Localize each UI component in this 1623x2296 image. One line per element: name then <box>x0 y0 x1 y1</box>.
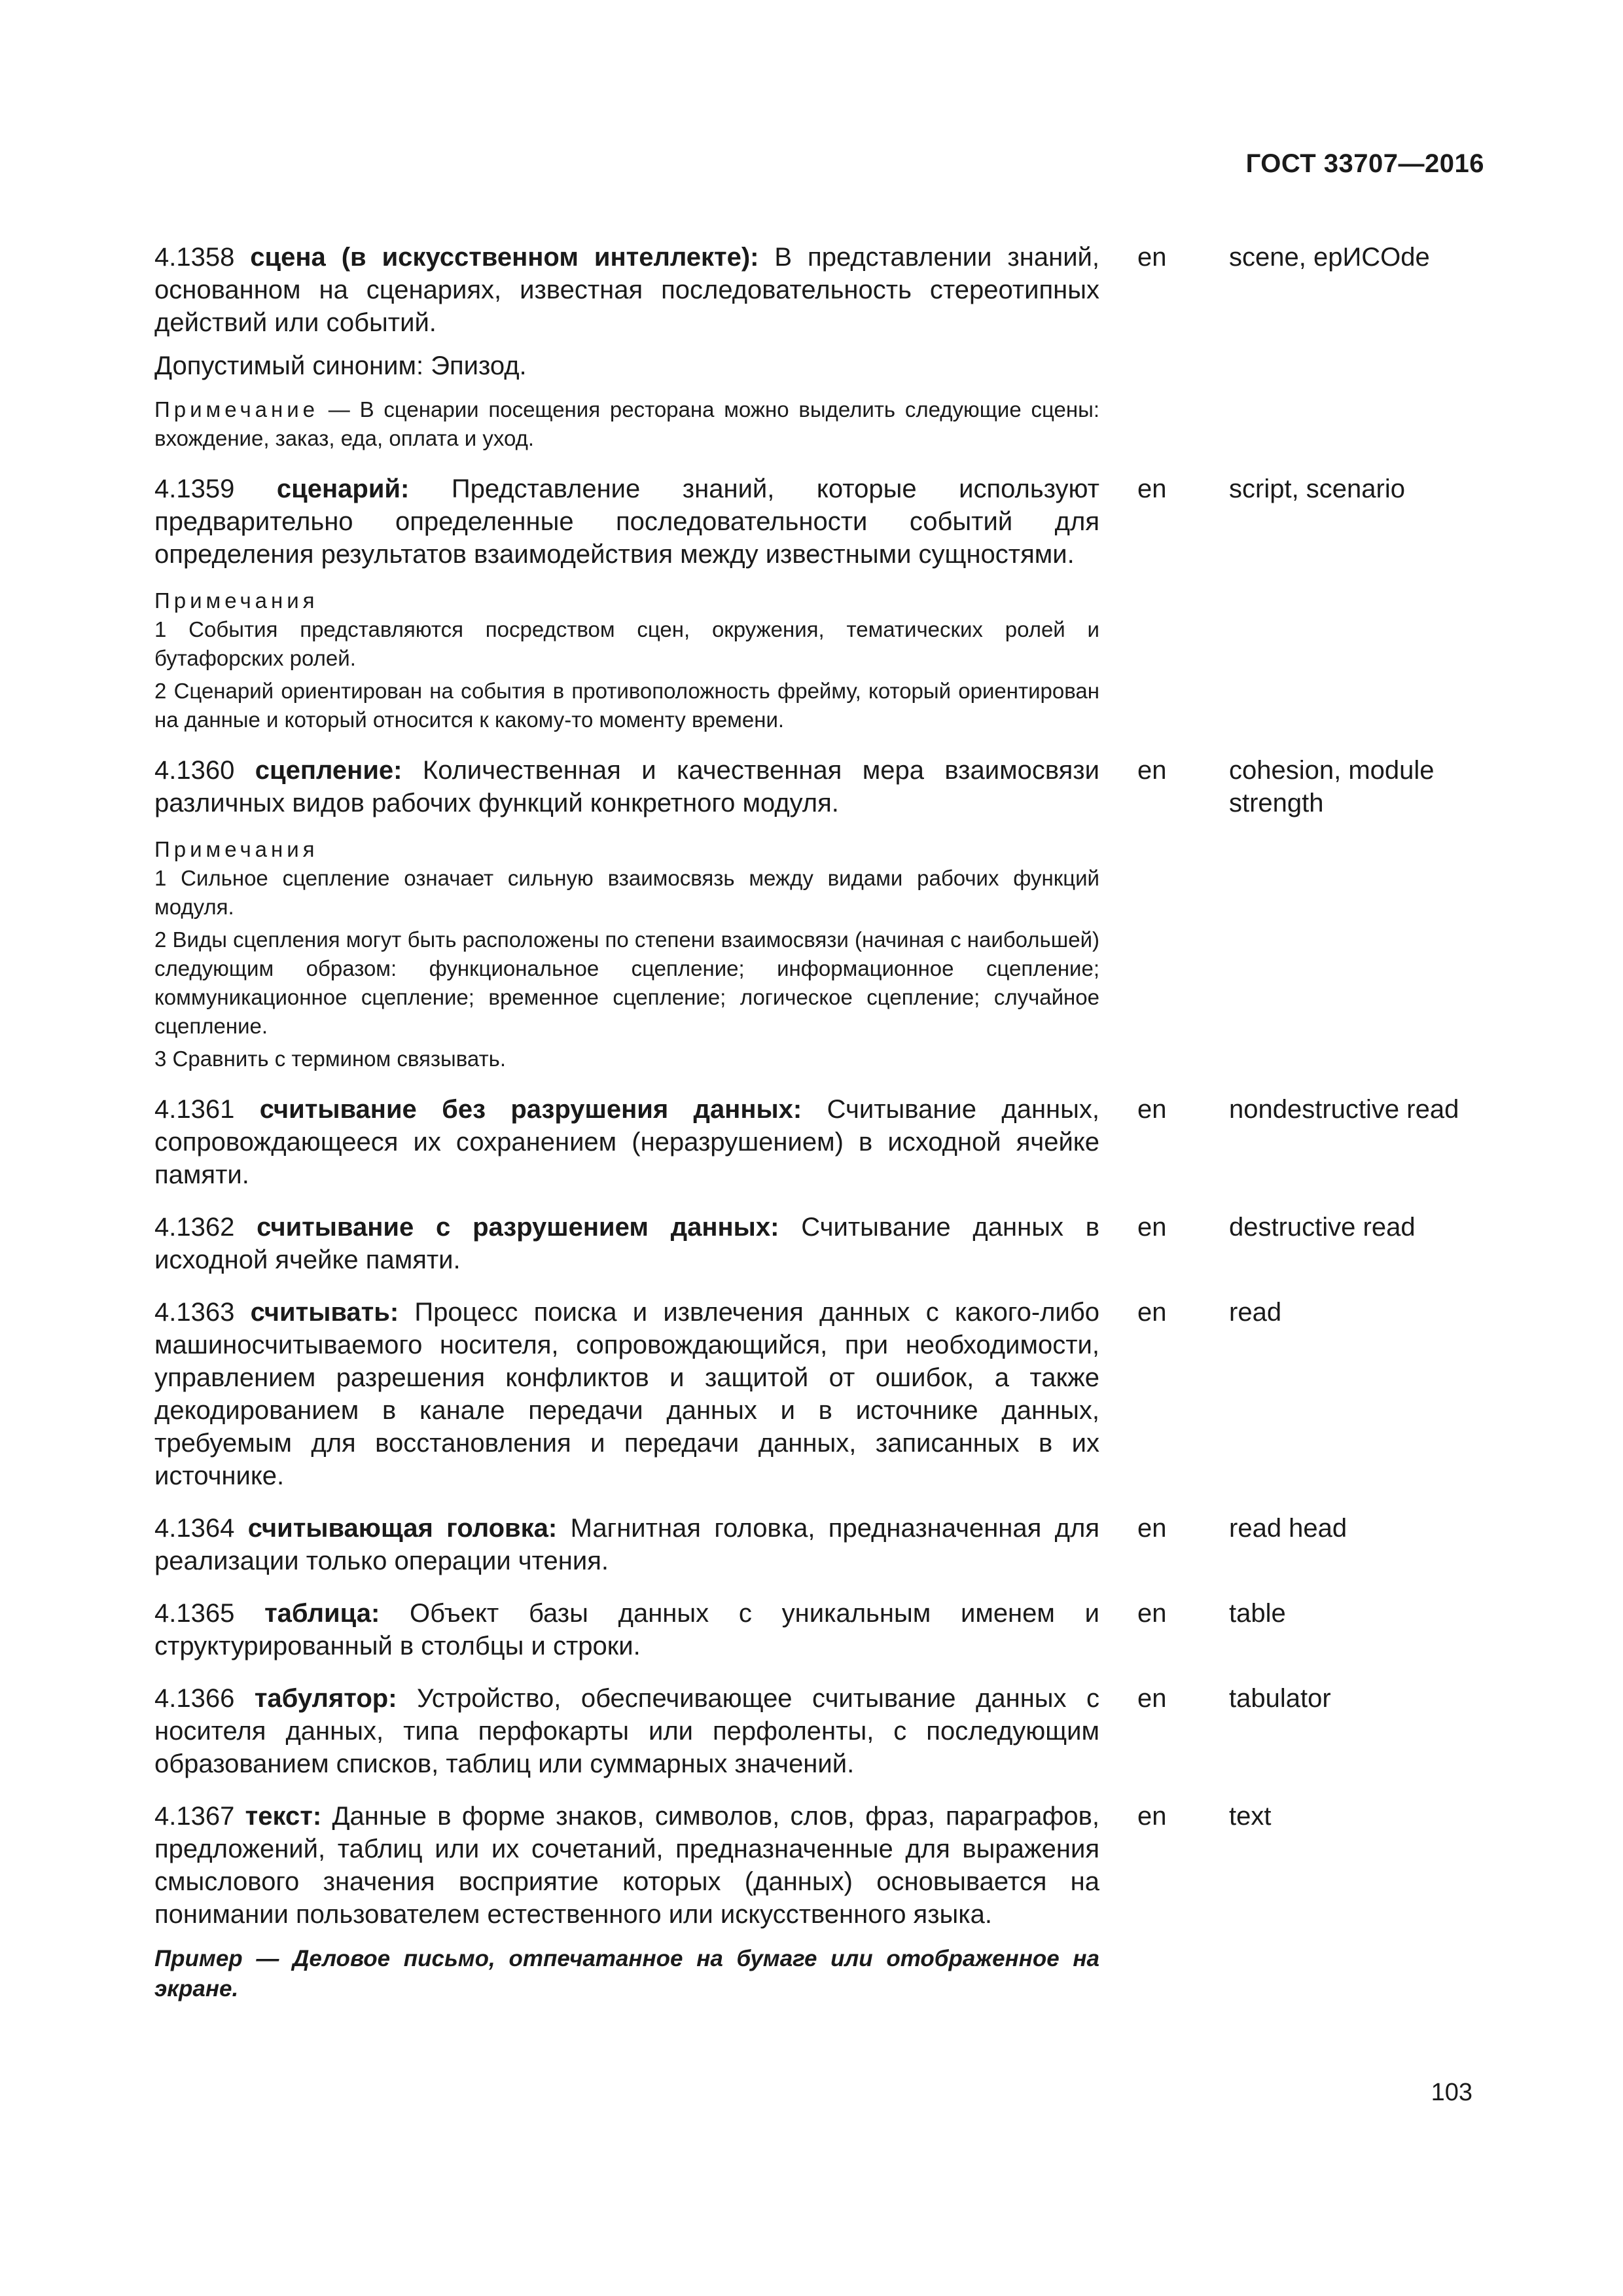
english-equivalent: text <box>1229 1802 1272 1831</box>
language-code: en <box>1137 1684 1167 1713</box>
document-header: ГОСТ 33707—2016 <box>1245 149 1484 178</box>
note-text: — В сценарии посещения ресторана можно выделить следующие сцены: вхождение, заказ, еда, оплата и уход. <box>154 397 1099 450</box>
english-equivalent: cohesion, module strength <box>1229 756 1435 817</box>
entry-number: 4.1361 <box>154 1095 235 1124</box>
note-label: Примечание <box>154 397 319 422</box>
entry-definition: Считывание данных, сопровождающееся их сохранением (неразрушением) в исходной ячейке памяти. <box>154 1095 1099 1189</box>
english-equivalent: nondestructive read <box>1229 1095 1459 1124</box>
entry-note: 2 Виды сцепления могут быть расположены по степени взаимосвязи (начиная с наибольшей) следующим образом: функциональное сцепление; информационное сцепление; коммуникационное сцепление; временное сцепление; логическое сцепление; случайное сцепление. <box>154 927 1099 1038</box>
language-code: en <box>1137 1298 1167 1327</box>
entry-term: считывающая головка: <box>247 1514 558 1543</box>
entry-synonym: Допустимый синоним: Эпизод. <box>154 351 527 380</box>
entry-definition: Устройство, обеспечивающее считывание данных с носителя данных, типа перфокарты или перфоленты, с последующим образованием списков, таблиц или суммарных значений. <box>154 1684 1099 1778</box>
glossary-entry-4-1359 <box>154 473 1484 734</box>
entry-term: считывание без разрушения данных: <box>259 1095 802 1124</box>
entry-note: 1 События представляются посредством сцен, окружения, тематических ролей и бутафорских ролей. <box>154 617 1099 670</box>
definition-block <box>154 754 1099 1073</box>
glossary-entry-4-1366 <box>154 1682 1484 1780</box>
glossary-entry-4-1360 <box>154 754 1484 1073</box>
entry-definition: Данные в форме знаков, символов, слов, фраз, параграфов, предложений, таблиц или их сочетаний, предназначенные для выражения смыслового значения восприятие которых (данных) основывается на понимании пользователем естественного или искусственного языка. <box>154 1802 1099 1929</box>
entry-definition: Представление знаний, которые используют предварительно определенные последовательности событий для определения результатов взаимодействия между известными сущностями. <box>154 475 1099 569</box>
entry-note: 2 Сценарий ориентирован на события в противоположность фрейму, который ориентирован на данные и который относится к какому-то моменту времени. <box>154 679 1099 732</box>
entry-term: сцепление: <box>255 756 402 785</box>
entry-definition: Количественная и качественная мера взаимосвязи различных видов рабочих функций конкретного модуля. <box>154 756 1099 817</box>
entry-term: считывание с разрушением данных: <box>257 1213 779 1242</box>
entry-definition: Магнитная головка, предназначенная для реализации только операции чтения. <box>154 1514 1099 1575</box>
entry-definition: Процесс поиска и извлечения данных с какого-либо машиносчитываемого носителя, сопровождающийся, при необходимости, управлением разрешения конфликтов и защитой от ошибок, а также декодированием в канале передачи данных и в источнике данных, требуемым для восстановления и передачи данных, записанных в их источнике. <box>154 1298 1099 1490</box>
entry-note: 3 Сравнить с термином связывать. <box>154 1047 507 1071</box>
entry-term: считывать: <box>250 1298 399 1327</box>
entry-number: 4.1359 <box>154 475 235 503</box>
glossary-entry-4-1363 <box>154 1296 1484 1492</box>
entry-note: 1 Сильное сцепление означает сильную взаимосвязь между видами рабочих функций модуля. <box>154 866 1099 919</box>
language-code: en <box>1137 1095 1167 1124</box>
entry-note <box>154 395 1099 453</box>
notes-heading: Примечания <box>154 588 319 613</box>
entry-number: 4.1366 <box>154 1684 235 1713</box>
entry-term: сцена (в искусственном интеллекте): <box>250 243 759 272</box>
english-equivalent: read <box>1229 1298 1282 1327</box>
page-number: 103 <box>1431 2079 1472 2106</box>
entry-number: 4.1365 <box>154 1599 235 1628</box>
english-equivalent: destructive read <box>1229 1213 1416 1242</box>
definition-block <box>154 241 1099 453</box>
glossary-entry-4-1358 <box>154 241 1484 453</box>
definition-block <box>154 1211 1099 1276</box>
entry-number: 4.1360 <box>154 756 235 785</box>
entry-number: 4.1364 <box>154 1514 235 1543</box>
entry-number: 4.1367 <box>154 1802 235 1831</box>
glossary-entry-4-1364 <box>154 1512 1484 1577</box>
glossary-entry-4-1361 <box>154 1093 1484 1191</box>
language-code: en <box>1137 475 1167 503</box>
entry-term: сценарий: <box>276 475 410 503</box>
language-code: en <box>1137 1599 1167 1628</box>
entry-example: Пример — Деловое письмо, отпечатанное на бумаге или отображенное на экране. <box>154 1946 1099 2001</box>
glossary-entry-4-1367 <box>154 1800 1484 2004</box>
entry-definition: Считывание данных в исходной ячейке памяти. <box>154 1213 1100 1274</box>
entry-definition: В представлении знаний, основанном на сценариях, известная последовательность стереотипных действий или событий. <box>154 243 1100 337</box>
entry-number: 4.1358 <box>154 243 235 272</box>
language-code: en <box>1137 1213 1167 1242</box>
glossary-content <box>154 241 1484 2004</box>
entry-number: 4.1363 <box>154 1298 235 1327</box>
language-code: en <box>1137 1514 1167 1543</box>
definition-block <box>154 1296 1099 1492</box>
english-equivalent: tabulator <box>1229 1684 1331 1713</box>
definition-block <box>154 1800 1099 2004</box>
glossary-entry-4-1365 <box>154 1597 1484 1662</box>
entry-number: 4.1362 <box>154 1213 235 1242</box>
notes-heading: Примечания <box>154 837 319 861</box>
glossary-entry-4-1362 <box>154 1211 1484 1276</box>
english-equivalent: scene, epИСOde <box>1229 243 1430 272</box>
entry-term: таблица: <box>264 1599 380 1628</box>
entry-term: табулятор: <box>254 1684 397 1713</box>
english-equivalent: script, scenario <box>1229 475 1405 503</box>
definition-block <box>154 1682 1099 1780</box>
entry-definition: Объект базы данных с уникальным именем и структурированный в столбцы и строки. <box>154 1599 1099 1660</box>
english-equivalent: read head <box>1229 1514 1347 1543</box>
definition-block <box>154 1093 1099 1191</box>
language-code: en <box>1137 243 1167 272</box>
entry-term: текст: <box>245 1802 322 1831</box>
language-code: en <box>1137 1802 1167 1831</box>
english-equivalent: table <box>1229 1599 1286 1628</box>
language-code: en <box>1137 756 1167 785</box>
definition-block <box>154 1597 1099 1662</box>
definition-block <box>154 473 1099 734</box>
definition-block <box>154 1512 1099 1577</box>
